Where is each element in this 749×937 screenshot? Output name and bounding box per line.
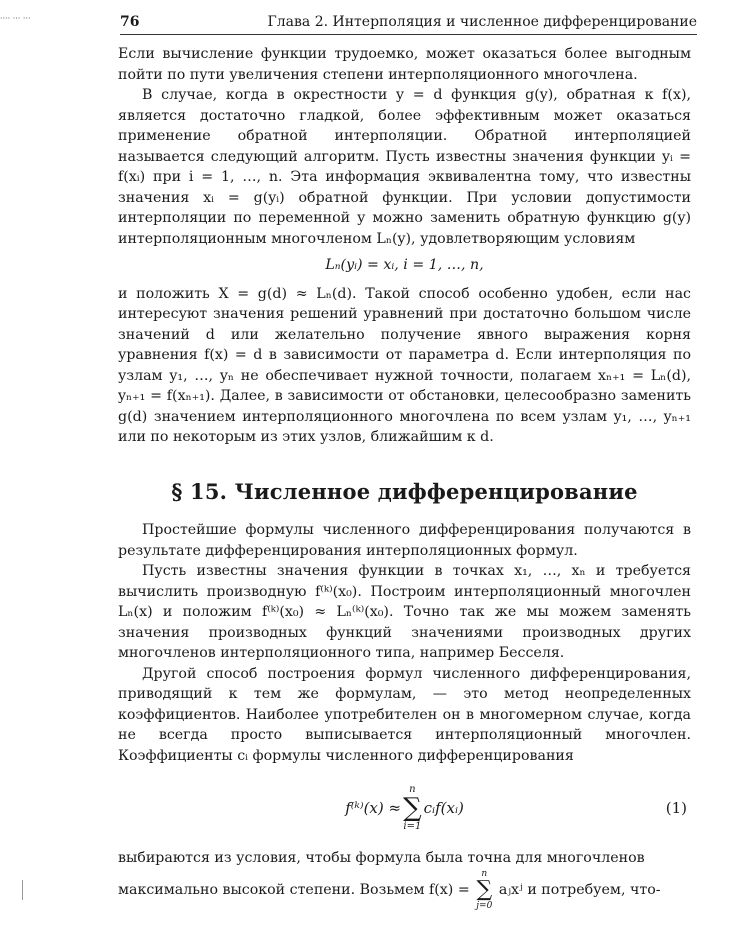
paragraph-8-end: и потребуем, что- [527, 881, 661, 898]
inline-sum-lower: j=0 [476, 900, 493, 911]
equation-number: (1) [665, 798, 687, 817]
paragraph-7: выбираются из условия, чтобы формула была точна для многочленов [118, 850, 645, 866]
sigma-glyph: ∑ [403, 793, 422, 823]
inline-sigma: ∑ [476, 876, 493, 902]
header-rule [120, 34, 697, 35]
sum-upper-limit: n [409, 784, 416, 795]
inline-summation [476, 869, 492, 911]
paragraph-5: Пусть известны значения функции в точках x₁, …, xₙ и требуется вычислить производную f⁽ᵏ⁾(x₀). Построим интерполяционный многочлен Lₙ(x) и положим f⁽ᵏ⁾(x₀) ≈ Lₙ⁽ᵏ⁾(x₀). Точно так же мы можем заменять значения производных функций значениями производных других многочленов интерполяционного типа, например Бесселя. [118, 563, 691, 661]
page-body [118, 44, 691, 911]
running-title: Глава 2. Интерполяция и численное дифференцирование [267, 14, 697, 30]
interpolation-conditions-formula: Lₙ(yᵢ) = xᵢ, i = 1, …, n, [325, 257, 484, 273]
running-header [120, 14, 697, 30]
page-number: 76 [120, 14, 140, 30]
section-title: § 15. Численное дифференцирование [171, 478, 638, 504]
summation-symbol [403, 784, 422, 832]
paragraph-4: Простейшие формулы численного дифференцирования получаются в результате дифференцирования интерполяционных формул. [118, 522, 691, 559]
paragraph-3: и положить X = g(d) ≈ Lₙ(d). Такой способ особенно удобен, если нас интересуют значения решений уравнений при достаточно большом числе значений d или желательно получение явного выражения корня уравнения f(x) = d в зависимости от параметра d. Если интерполяция по узлам y₁, …, yₙ не обеспечивает нужной точности, полагаем xₙ₊₁ = Lₙ(d), yₙ₊₁ = f(xₙ₊₁). Далее, в зависимости от обстановки, целесообразно заменить g(d) значением интерполяционного многочлена по всем узлам y₁, …, yₙ₊₁ или по некоторым из этих узлов, ближайшим к d. [118, 285, 691, 445]
inline-sum-upper: n [481, 868, 488, 879]
paragraph-inverse-interpolation: В случае, когда в окрестности y = d функция g(y), обратная к f(x), является достаточно гладкой, более эффективным может оказаться применение обратной интерполяции. Обратной интерполяцией называется следующий алгоритм. Пусть известны значения функции yᵢ = f(xᵢ) при i = 1, …, n. Эта информация эквивалентна тому, что известны значения xᵢ = g(yᵢ) обратной функции. При условии допустимости интерполяции по переменной y можно заменить обратную функцию g(y) интерполяционным многочленом Lₙ(y), удовлетворяющим условиям [118, 87, 691, 247]
paragraph-6: Другой способ построения формул численного дифференцирования, приводящий к тем же формулам, — это метод неопределенных коэффициентов. Наиболее употребителен он в многомерном случае, когда не всегда просто выписывается интерполяционный многочлен. Коэффициенты cᵢ формулы численного дифференцирования [118, 665, 691, 764]
equation-1-left: f⁽ᵏ⁾(x) ≈ [345, 798, 402, 817]
paragraph-8-start: максимально высокой степени. Возьмем f(x) = [118, 881, 470, 898]
margin-mark: ···· ··· ··· [0, 14, 31, 23]
paragraph-1: Если вычисление функции трудоемко, может оказаться более выгодным пойти по пути увеличения степени интерполяционного многочлена. [118, 46, 691, 83]
paragraph-8-mid: aⱼxʲ [498, 881, 523, 898]
sum-lower-limit: i=1 [403, 821, 422, 832]
paragraph-8 [118, 869, 691, 911]
scan-margin-tick [22, 880, 23, 900]
equation-1 [118, 772, 691, 844]
equation-1-right: cᵢf(xᵢ) [423, 798, 464, 817]
